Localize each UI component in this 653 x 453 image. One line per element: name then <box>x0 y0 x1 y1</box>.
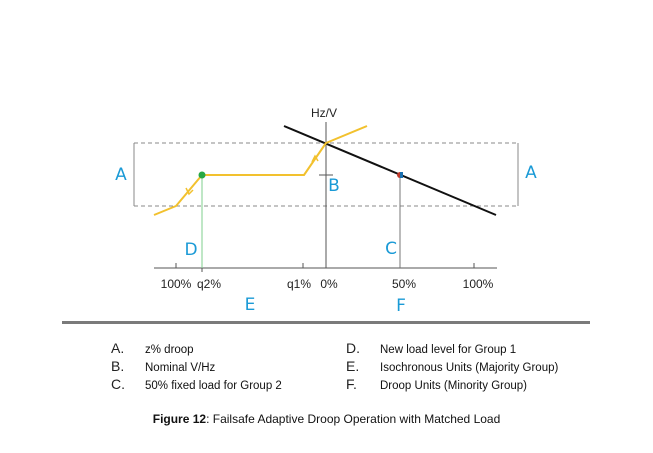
callout-e: E <box>244 295 256 315</box>
droop-line <box>284 126 496 215</box>
figure-caption <box>0 412 653 426</box>
callout-f: F <box>396 296 406 316</box>
legend-text: Nominal V/Hz <box>145 362 216 374</box>
legend-key: D. <box>346 340 360 356</box>
legend-text: z% droop <box>145 344 194 356</box>
section-divider <box>62 321 590 324</box>
legend-text: New load level for Group 1 <box>380 344 517 356</box>
tick-label-q1: q1% <box>286 277 312 291</box>
legend-item-c <box>111 376 282 394</box>
fixed-load-marker-blue <box>400 172 403 178</box>
new-load-marker <box>199 172 206 179</box>
axis-title: Hz/V <box>310 106 338 120</box>
legend-item-f <box>346 376 558 394</box>
legend-key: E. <box>346 358 360 374</box>
legend-key: F. <box>346 376 357 392</box>
legend-item-e <box>346 358 558 376</box>
tick-label-100-right: 100% <box>462 277 494 291</box>
legend-text: 50% fixed load for Group 2 <box>145 380 282 392</box>
tick-label-q2: q2% <box>196 277 222 291</box>
legend-text: Isochronous Units (Majority Group) <box>380 362 559 374</box>
callout-a-right: A <box>525 163 537 183</box>
tick-label-50: 50% <box>391 277 417 291</box>
legend-item-a <box>111 340 282 358</box>
legend-key: C. <box>111 376 125 392</box>
callout-c: C <box>385 239 397 259</box>
legend-item-b <box>111 358 282 376</box>
legend-text: Droop Units (Minority Group) <box>380 380 527 392</box>
figure-label: Figure 12 <box>152 412 207 426</box>
legend-left <box>111 340 282 394</box>
isochronous-curve <box>154 126 367 215</box>
tick-label-100-left: 100% <box>160 277 192 291</box>
tick-label-0: 0% <box>320 277 338 291</box>
legend-right <box>346 340 558 394</box>
legend-item-d <box>346 340 558 358</box>
callout-d: D <box>184 240 198 260</box>
callout-a-left: A <box>115 165 127 185</box>
callout-b: B <box>328 176 340 196</box>
figure-title: : Failsafe Adaptive Droop Operation with Matched Load <box>206 412 501 426</box>
legend-key: A. <box>111 340 125 356</box>
legend-key: B. <box>111 358 125 374</box>
